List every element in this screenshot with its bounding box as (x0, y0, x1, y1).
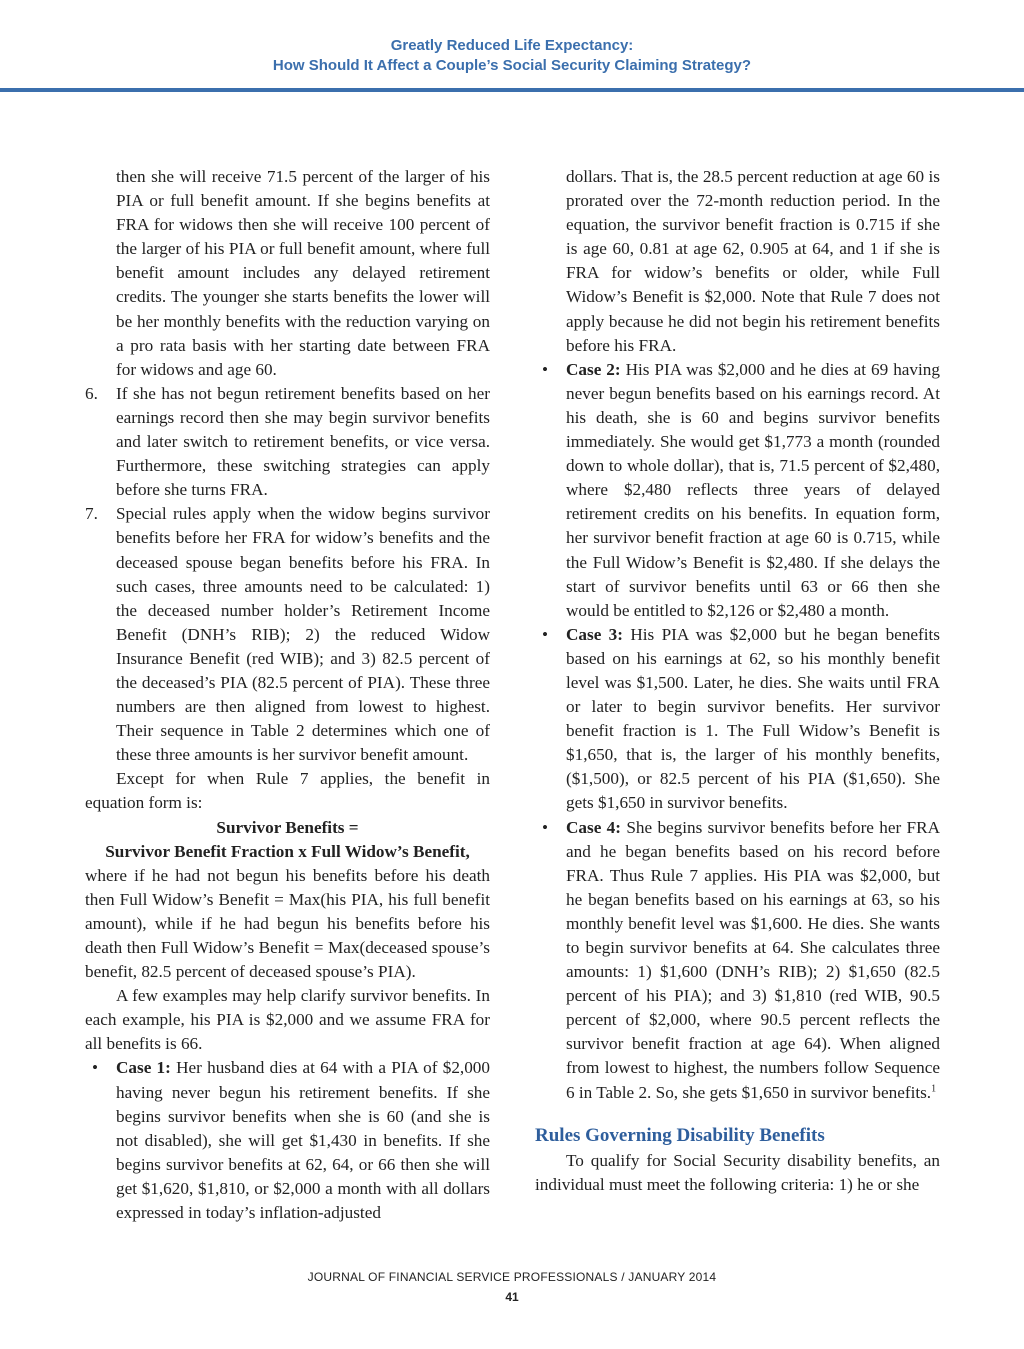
footer-journal: JOURNAL OF FINANCIAL SERVICE PROFESSIONALS / JANUARY 2014 (307, 1270, 717, 1284)
page-header (0, 0, 1024, 92)
section-paragraph: To qualify for Social Security disability benefits, an individual must meet the following criteria: 1) he or she (535, 1150, 940, 1194)
case-1-continuation: dollars. That is, the 28.5 percent reduction at age 60 is prorated over the 72-month reduction period. In the equation, the survivor benefit fraction is 0.715 if she is age 60, 0.81 at age 62, 0.905 at 64, and 1 if she is FRA for widow’s benefits or older, while Full Widow’s Benefit is $2,000. Note that Rule 7 does not apply because he did not begin his retirement benefits before his FRA. (566, 167, 940, 355)
paragraph-where: where if he had not begun his benefits before his death then Full Widow’s Benefit = Max(his PIA, his full benefit amount), while if he had begun his benefits before his death then Full Widow’s Benefit = Max(deceased spouse’s benefit, 82.5 percent of deceased spouse’s PIA). (85, 865, 490, 982)
rule-6-item (85, 382, 490, 502)
case-3-label: Case 3: (566, 624, 623, 644)
rule5-continuation: then she will receive 71.5 percent of the larger of his PIA or full benefit amount. If she begins benefits at FRA for widows then she will receive 100 percent of the larger of his PIA or full benefit amount, where full benefit amount includes any delayed retirement credits. The younger she starts benefits the lower will be her monthly benefits with the reduction varying on a pro rata basis with her starting date between FRA for widows and age 60. (116, 167, 490, 379)
bullet-icon: • (92, 1058, 99, 1078)
formula-line-1: Survivor Benefits = (216, 817, 359, 837)
case-1-text: Her husband dies at 64 with a PIA of $2,000 having never begun his retirement benefits. If she begins survivor benefits when she is 60 (and she is not disabled), she will get $1,430 in benefits. If she begins survivor benefits at 62, 64, or 66 then she will get $1,620, $1,810, or $2,000 a month with all dollars expressed in today’s inflation-adjusted (116, 1058, 490, 1223)
rule-7-text: Special rules apply when the widow begins survivor benefits before her FRA for widow’s benefits and the deceased spouse began benefits before his FRA. In such cases, three amounts need to be calculated: 1) the deceased number holder’s Retirement Income Benefit (DNH’s RIB); 2) the reduced Widow Insurance Benefit (red WIB); and 3) 82.5 percent of the deceased’s PIA (82.5 percent of PIA). These three numbers are then aligned from lowest to highest. Their sequence in Table 2 determines which one of these three amounts is her survivor benefit amount. (116, 504, 490, 765)
bullet-icon: • (542, 359, 549, 379)
case-4-text: She begins survivor benefits before her FRA and he began benefits based on his record before FRA. Thus Rule 7 applies. His PIA was $2,000, but he began benefits based on his earnings at 63, so his monthly benefit level was $1,600. He dies. She wants to begin survivor benefits at 64. She calculates three amounts: 1) $1,600 (DNH’s RIB); 2) $1,650 (82.5 percent of his PIA); and 3) $1,810 (red WIB, 90.5 percent of $2,000, where 90.5 percent reflects the survivor benefit fraction at age 64). When aligned from lowest to highest, the numbers follow Sequence 6 in Table 2. So, she gets $1,650 in survivor benefits. (566, 817, 940, 1102)
footnote-marker[interactable]: 1 (931, 1082, 937, 1094)
rule-6-text: If she has not begun retirement benefits based on her earnings record then she may begin survivor benefits and later switch to retirement benefits, or vice versa. Furthermore, these switching strategies can apply before she turns FRA. (116, 383, 490, 500)
case-3-text: His PIA was $2,000 but he began benefits based on his earnings at 62, so his monthly benefit level was $1,500. Later, he dies. She waits until FRA or later to begin survivor benefits. Her survivor benefit fraction is 1. The Full Widow’s Benefit is $1,650, that is, the larger of his monthly benefits, ($1,500), or 82.5 percent of his PIA ($1,650). She gets $1,650 in survivor benefits. (566, 624, 940, 813)
page-number: 41 (505, 1290, 519, 1304)
case-1-item (85, 1056, 490, 1225)
rule-6-number: 6. (85, 383, 98, 403)
paragraph-examples: A few examples may help clarify survivor benefits. In each example, his PIA is $2,000 and we assume FRA for all benefits is 66. (85, 986, 490, 1054)
header-rule (0, 88, 1024, 92)
case-2-label: Case 2: (566, 359, 621, 379)
case-3-item (535, 623, 940, 816)
case-2-item (535, 358, 940, 623)
left-column (85, 165, 490, 1225)
bullet-icon: • (542, 624, 549, 644)
running-title-line2: How Should It Affect a Couple’s Social Security Claiming Strategy? (272, 57, 752, 74)
rule-7-number: 7. (85, 504, 98, 524)
paragraph-except: Except for when Rule 7 applies, the benefit in equation form is: (85, 769, 490, 813)
formula-line-2: Survivor Benefit Fraction x Full Widow’s Benefit, (105, 841, 470, 861)
case-1-label: Case 1: (116, 1058, 171, 1078)
case-4-item (535, 816, 940, 1105)
rule-7-item (85, 502, 490, 767)
case-2-text: His PIA was $2,000 and he dies at 69 having never begun benefits based on his earnings record. At his death, she is 60 and begins survivor benefits immediately. She would get $1,773 a month (rounded down to whole dollar), that is, 71.5 percent of $2,480, where $2,480 reflects three years of delayed retirement credits on his benefits. In equation form, her survivor benefit fraction at age 60 is 0.715, while the Full Widow’s Benefit is $2,480. If she delays the start of survivor benefits until 63 or 66 then she would be entitled to $2,126 or $2,480 a month. (566, 359, 940, 620)
running-title-line1: Greatly Reduced Life Expectancy: (390, 37, 634, 54)
case-4-label: Case 4: (566, 817, 621, 837)
bullet-icon: • (542, 817, 549, 837)
right-column (535, 165, 940, 1197)
section-heading: Rules Governing Disability Benefits (535, 1124, 825, 1146)
